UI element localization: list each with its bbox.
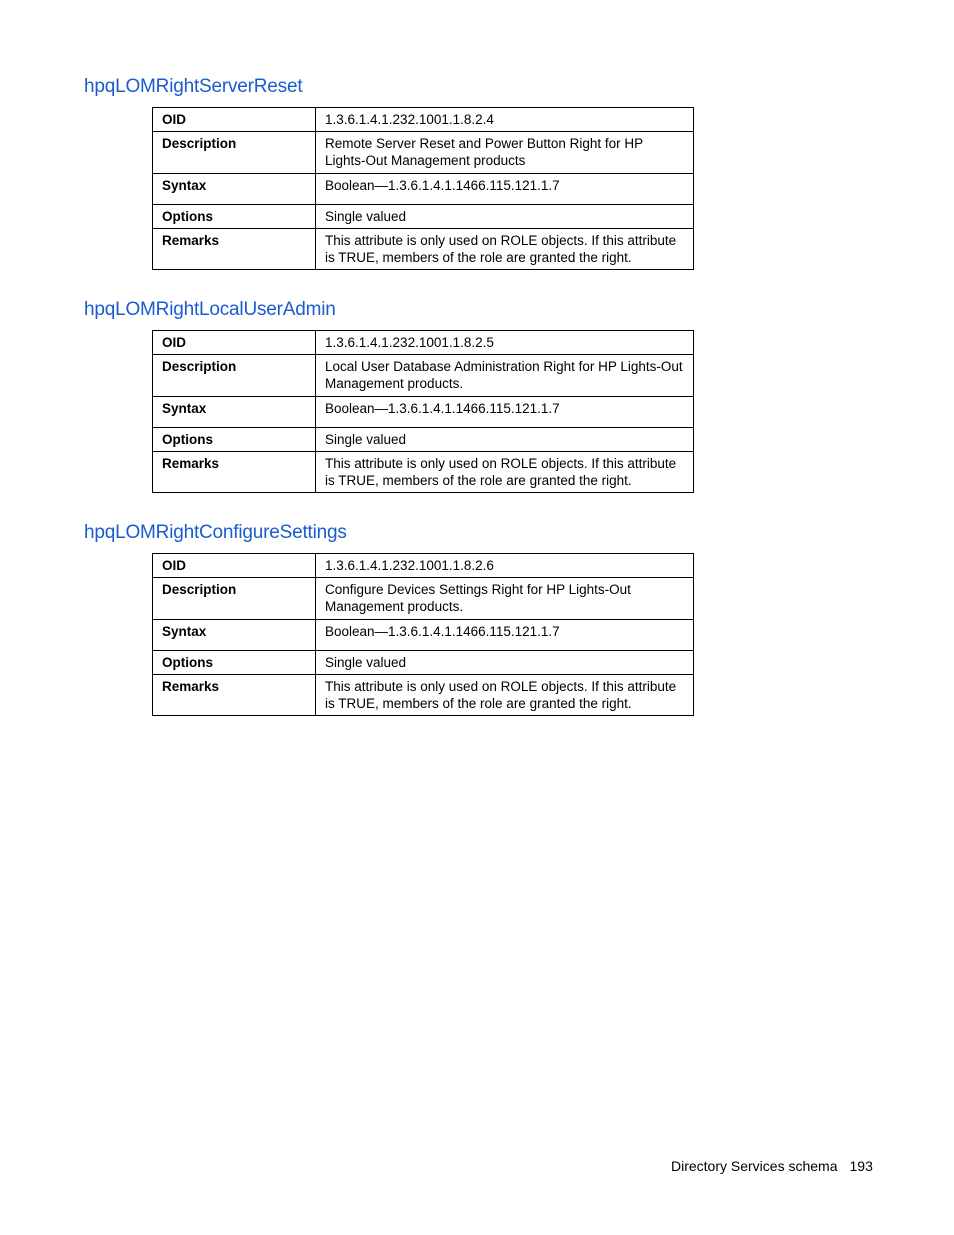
table-row: [153, 174, 694, 205]
row-key: Remarks: [153, 452, 316, 493]
table-row: [153, 651, 694, 675]
row-key: Options: [153, 428, 316, 452]
row-value: Boolean—1.3.6.1.4.1.1466.115.121.1.7: [316, 397, 694, 428]
row-value: Remote Server Reset and Power Button Right for HP Lights-Out Management products: [316, 132, 694, 174]
row-value: This attribute is only used on ROLE objects. If this attribute is TRUE, members of the role are granted the right.: [316, 229, 694, 270]
row-key: OID: [153, 331, 316, 355]
table-row: [153, 108, 694, 132]
row-key: OID: [153, 554, 316, 578]
table-row: [153, 452, 694, 493]
page-number: 193: [849, 1158, 873, 1174]
table-row: [153, 132, 694, 174]
row-key: Remarks: [153, 229, 316, 270]
footer-text: Directory Services schema: [671, 1158, 838, 1174]
page-footer: [671, 1158, 873, 1174]
table-row: [153, 331, 694, 355]
row-value: This attribute is only used on ROLE objects. If this attribute is TRUE, members of the role are granted the right.: [316, 675, 694, 716]
table-row: [153, 205, 694, 229]
row-key: Syntax: [153, 397, 316, 428]
row-value: Boolean—1.3.6.1.4.1.1466.115.121.1.7: [316, 620, 694, 651]
row-key: Options: [153, 205, 316, 229]
table-row: [153, 397, 694, 428]
row-value: Single valued: [316, 651, 694, 675]
row-key: Options: [153, 651, 316, 675]
row-value: This attribute is only used on ROLE objects. If this attribute is TRUE, members of the role are granted the right.: [316, 452, 694, 493]
table-row: [153, 620, 694, 651]
row-value: Single valued: [316, 428, 694, 452]
table-row: [153, 355, 694, 397]
row-key: OID: [153, 108, 316, 132]
attribute-table: [152, 330, 694, 493]
row-value: Local User Database Administration Right for HP Lights-Out Management products.: [316, 355, 694, 397]
table-row: [153, 428, 694, 452]
row-value: Boolean—1.3.6.1.4.1.1466.115.121.1.7: [316, 174, 694, 205]
row-value: 1.3.6.1.4.1.232.1001.1.8.2.6: [316, 554, 694, 578]
table-row: [153, 578, 694, 620]
row-value: Configure Devices Settings Right for HP Lights-Out Management products.: [316, 578, 694, 620]
table-row: [153, 675, 694, 716]
section-title: hpqLOMRightLocalUserAdmin: [84, 299, 336, 320]
table-row: [153, 229, 694, 270]
row-key: Syntax: [153, 620, 316, 651]
attribute-table: [152, 107, 694, 270]
row-value: Single valued: [316, 205, 694, 229]
table-row: [153, 554, 694, 578]
row-key: Description: [153, 355, 316, 397]
section-title: hpqLOMRightServerReset: [84, 76, 303, 97]
row-value: 1.3.6.1.4.1.232.1001.1.8.2.5: [316, 331, 694, 355]
row-key: Description: [153, 132, 316, 174]
row-key: Description: [153, 578, 316, 620]
attribute-table: [152, 553, 694, 716]
row-value: 1.3.6.1.4.1.232.1001.1.8.2.4: [316, 108, 694, 132]
row-key: Syntax: [153, 174, 316, 205]
row-key: Remarks: [153, 675, 316, 716]
section-title: hpqLOMRightConfigureSettings: [84, 522, 347, 543]
